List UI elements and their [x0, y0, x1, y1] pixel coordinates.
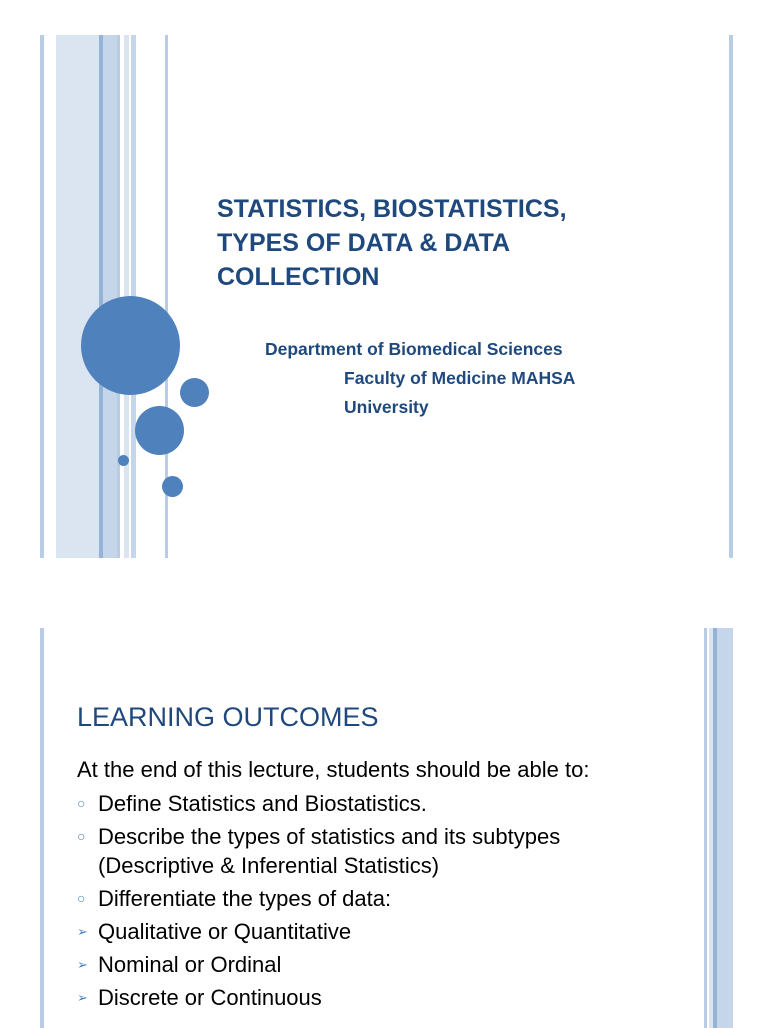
decor-circle-large	[81, 296, 180, 395]
item-line: (Descriptive & Inferential Statistics)	[98, 853, 440, 878]
title-line: COLLECTION	[217, 263, 380, 291]
list-item	[77, 950, 717, 979]
list-item	[77, 789, 717, 818]
item-line: Discrete or Continuous	[98, 985, 322, 1010]
arrow-bullet-icon: ➢	[77, 924, 88, 939]
item-line: Qualitative or Quantitative	[98, 919, 352, 944]
decor-circle-tiny	[118, 455, 129, 466]
list-item	[77, 983, 717, 1012]
left-decor-bar	[103, 35, 117, 558]
subtitle-line: Faculty of Medicine MAHSA	[344, 368, 576, 388]
arrow-bullet-icon: ➢	[77, 957, 88, 972]
circle-bullet-icon: ○	[77, 828, 86, 844]
slide-title	[217, 192, 737, 294]
circle-bullet-icon: ○	[77, 795, 86, 811]
outcomes-list	[77, 789, 717, 1016]
item-line: Describe the types of statistics and its subtypes	[98, 824, 561, 849]
decor-circle-small	[162, 476, 183, 497]
item-line: Define Statistics and Biostatistics.	[98, 791, 427, 816]
title-line: TYPES OF DATA & DATA	[217, 229, 511, 257]
slide-heading: LEARNING OUTCOMES	[77, 702, 379, 732]
decor-circle-small	[180, 378, 209, 407]
right-decor-bar	[717, 628, 733, 1028]
slide-subtitle	[265, 335, 685, 422]
item-line: Differentiate the types of data:	[98, 886, 392, 911]
item-line: Nominal or Ordinal	[98, 952, 282, 977]
left-decor-bar	[56, 35, 99, 558]
subtitle-line: University	[344, 397, 429, 417]
left-decor-bar	[40, 35, 44, 558]
intro-text: At the end of this lecture, students should be able to:	[77, 757, 590, 782]
subtitle-line: Department of Biomedical Sciences	[265, 339, 563, 359]
right-decor-bar	[729, 35, 733, 558]
circle-bullet-icon: ○	[77, 890, 86, 906]
decor-circle-medium	[135, 406, 184, 455]
learning-outcomes-slide	[0, 600, 768, 1024]
list-item	[77, 917, 717, 946]
arrow-bullet-icon: ➢	[77, 990, 88, 1005]
list-item	[77, 822, 717, 880]
left-decor-bar	[40, 628, 44, 1028]
title-line: STATISTICS, BIOSTATISTICS,	[217, 195, 567, 223]
list-item	[77, 884, 717, 913]
